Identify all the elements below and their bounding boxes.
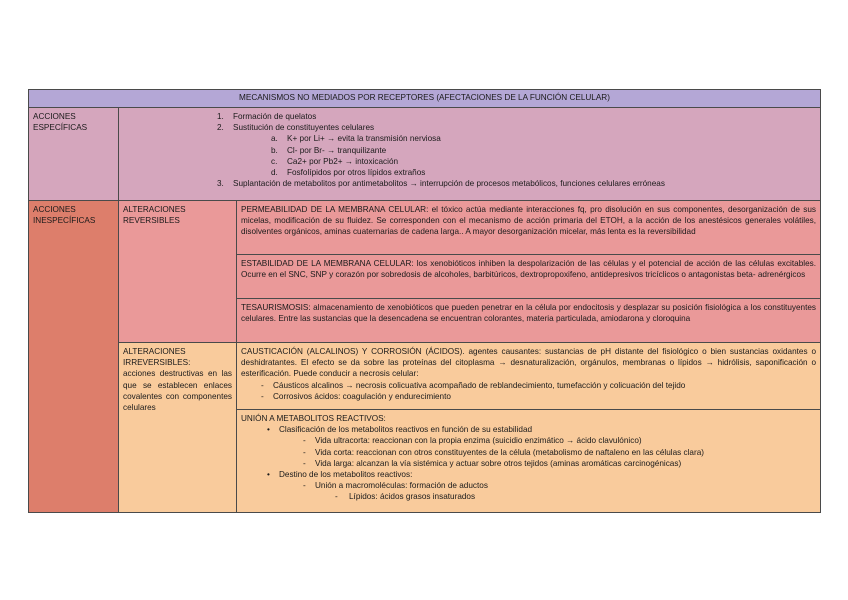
permeabilidad-cell: PERMEABILIDAD DE LA MEMBRANA CELULAR: el tóxico actúa mediante interacciones fq, pro disolución en sus componentes, desorganización de sus micelas, modificación de su fluidez. Se corresponden con el mecanismo de acción primaria del ETOH, a la acción de los anestésicos generales volátiles, disolventes orgánicos, aminas cuaternarias de cadena larga.. A mayor desorganización micelar, más lenta es la reversibilidad — [237, 201, 821, 255]
list-subitem: - Unión a macromoléculas: formación de aductos — [241, 480, 816, 491]
causticacion-intro: CAUSTICACIÓN (ALCALINOS) Y CORROSIÓN (ÁCIDOS). agentes causantes: sustancias de pH distante del fisiológico o bien sustancias oxidantes o deshidratantes. El efecto se da sobre las proteínas del citoplasma → desnaturalización, orgánulos, membranas o lípidos → hidrólisis, saponificación o esterificación. Puede conducir a necrosis celular: — [241, 347, 816, 379]
list-item: • Destino de los metabolitos reactivos: — [241, 469, 816, 480]
especificas-label: ACCIONES ESPECÍFICAS — [29, 108, 119, 201]
union-title: UNIÓN A METABOLITOS REACTIVOS: — [241, 414, 386, 423]
mechanisms-table — [28, 89, 821, 513]
list-subitem: - Vida ultracorta: reaccionan con la propia enzima (suicidio enzimático → ácido clavulónico) — [241, 435, 816, 446]
reversibles-label: ALTERACIONES REVERSIBLES — [119, 201, 237, 343]
causticacion-cell — [237, 343, 821, 410]
especificas-content — [119, 108, 821, 201]
list-item: - Cáusticos alcalinos → necrosis colicuativa acompañado de reblandecimiento, tumefacción y colicuación del tejido — [241, 380, 816, 391]
list-item: 3. Suplantación de metabolitos por antimetabolitos → interrupción de procesos metabólicos, funciones celulares erróneas — [217, 179, 665, 189]
list-item: 1. Formación de quelatos — [217, 112, 317, 121]
list-subitem: - Vida corta: reaccionan con otros constituyentes de la célula (metabolismo de naftaleno en las células clara) — [241, 447, 816, 458]
irreversibles-label: ALTERACIONES IRREVERSIBLES: — [123, 347, 191, 368]
list-subitem: - Vida larga: alcanzan la vía sistémica y actuar sobre otros tejidos (aminas aromáticas carcinogénicas) — [241, 458, 816, 469]
list-subitem: c. Ca2+ por Pb2+ → intoxicación — [271, 156, 399, 166]
list-subitem: d. Fosfolípidos por otros lípidos extraños — [271, 168, 426, 178]
irreversibles-desc: acciones destructivas en las que se establecen enlaces covalentes con componentes celulares — [123, 369, 232, 413]
list-item: • Clasificación de los metabolitos reactivos en función de su estabilidad — [241, 424, 816, 435]
list-subitem: b. Cl- por Br- → tranquilizante — [271, 145, 387, 155]
table-title: MECANISMOS NO MEDIADOS POR RECEPTORES (AFECTACIONES DE LA FUNCIÓN CELULAR) — [29, 90, 821, 108]
irreversibles-label-cell — [119, 343, 237, 513]
list-item: 2. Sustitución de constituyentes celulares — [217, 123, 375, 133]
tesaurismosis-cell: TESAURISMOSIS: almacenamiento de xenobióticos que pueden penetrar en la célula por endocitosis y desplazar su posición fisiológica a los constituyentes celulares. Entre las sustancias que la desencadena se encuentran colorantes, materia particulada, amiodarona y cloroquina — [237, 299, 821, 343]
list-subitem: a. K+ por Li+ → evita la transmisión nerviosa — [271, 134, 441, 144]
union-cell — [237, 410, 821, 513]
inespecificas-label: ACCIONES INESPECÍFICAS — [29, 201, 119, 513]
list-subitem: - Lípidos: ácidos grasos insaturados — [241, 491, 816, 502]
estabilidad-cell: ESTABILIDAD DE LA MEMBRANA CELULAR: los xenobióticos inhiben la despolarización de las células y el potencial de acción de las células excitables. Ocurre en el SNC, SNP y corazón por sobredosis de alcoholes, barbitúricos, dextropropoxifeno, antidepresivos tricíclicos o antagonistas beta- adrenérgicos — [237, 255, 821, 299]
list-item: - Corrosivos ácidos: coagulación y endurecimiento — [241, 391, 816, 402]
